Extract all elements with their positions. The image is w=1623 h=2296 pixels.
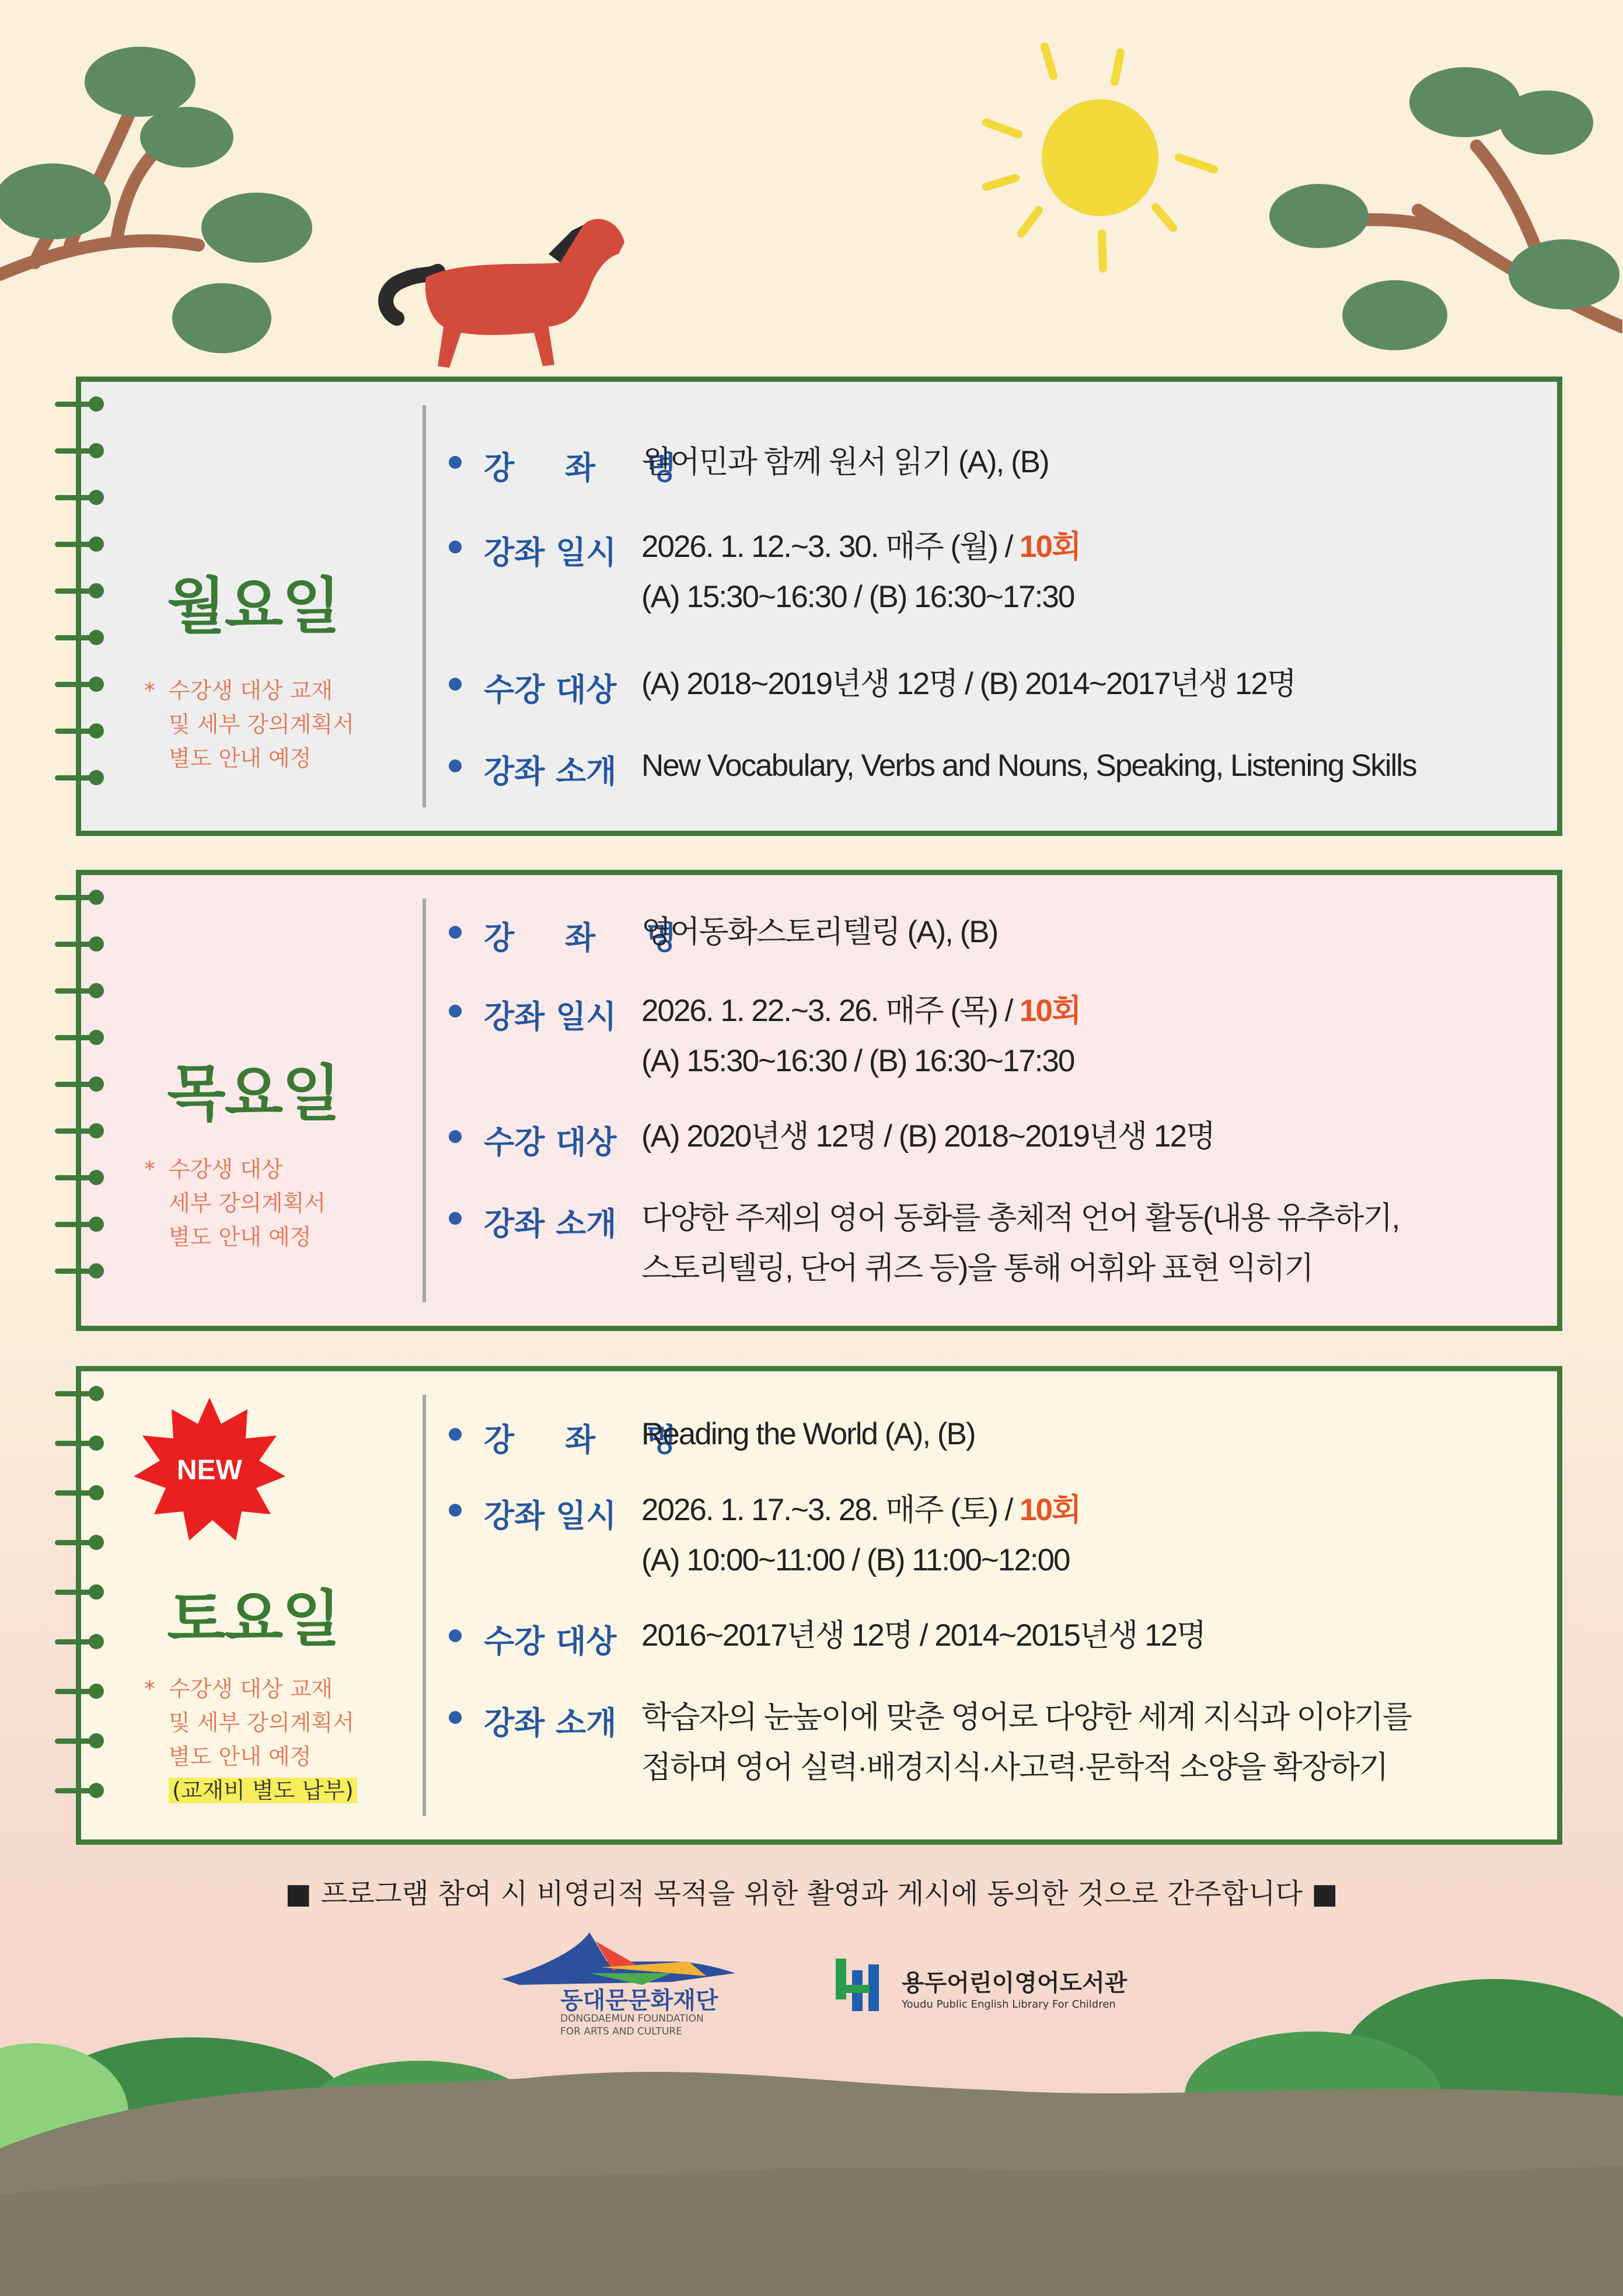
bullet-icon [449, 1629, 462, 1642]
card-left-panel [81, 875, 425, 1326]
vertical-divider [423, 1395, 426, 1816]
bullet-icon [449, 541, 462, 553]
vertical-divider [423, 898, 426, 1302]
bullet-icon [449, 1504, 462, 1517]
notice-text: * 수강생 대상 교재 및 세부 강의계획서 별도 안내 예정 [169, 674, 354, 775]
red-horse-illustration [374, 207, 642, 377]
pine-tree-left-illustration [0, 0, 327, 362]
session-count: 10회 [1020, 1493, 1081, 1527]
dongdaemun-english-line1: DONGDAEMUN FOUNDATION [560, 2013, 704, 2025]
day-title: 토요일 [167, 1583, 340, 1654]
sun-illustration [969, 35, 1226, 280]
asterisk-mark: * [144, 1676, 155, 1702]
vertical-divider [423, 405, 426, 807]
bullet-icon [449, 1130, 462, 1143]
bullet-icon [449, 1428, 462, 1441]
bullet-icon [449, 456, 462, 469]
session-count: 10회 [1020, 529, 1081, 564]
day-title: 목요일 [167, 1058, 340, 1129]
bullet-icon [449, 1005, 462, 1018]
photo-consent-notice: ■ 프로그램 참여 시 비영리적 목적을 위한 촬영과 게시에 동의한 것으로 간주합니다 ■ [285, 1877, 1338, 1910]
bullet-icon [449, 1212, 462, 1225]
dongdaemun-name: 동대문문화재단 [560, 1987, 718, 2014]
asterisk-mark: * [144, 678, 155, 703]
svg-text:NEW: NEW [177, 1455, 242, 1486]
bullet-icon [449, 926, 462, 939]
day-title: 월요일 [167, 570, 340, 642]
bullet-icon [449, 678, 462, 691]
library-name: 용두어린이영어도서관 [902, 1970, 1128, 1997]
thursday-course-card: 목요일 * 수강생 대상 세부 강의계획서 별도 안내 예정 강 좌 명 영어동화스토리텔링 (A), (B) 강좌 일시 2026. 1. 22.~3. 26. 매주 (목) / 10회 (A) 15:30~16:30 / (B) 16:30~17:30 수강 대상 (A) 2020년생 12명 / (B) 2018~2019년생 12명 강좌 소개 다양한 주제의 영어 동화를 총체적 언어 활동(내용 유추하기, 스토리텔링, 단어 퀴즈 등)을 통해 어휘와 표현 익히기 [76, 870, 1562, 1331]
dongdaemun-english-line2: FOR ARTS AND CULTURE [560, 2026, 682, 2037]
textbook-fee-note: (교재비 별도 납부) [169, 1778, 357, 1803]
asterisk-mark: * [144, 1156, 155, 1182]
bottom-landscape-illustration [0, 1973, 1623, 2296]
notice-text: * 수강생 대상 교재 및 세부 강의계획서 별도 안내 예정 (교재비 별도 납부) [169, 1672, 357, 1807]
card-left-panel [81, 382, 425, 831]
notice-text: * 수강생 대상 세부 강의계획서 별도 안내 예정 [169, 1152, 326, 1254]
new-badge [134, 1398, 285, 1544]
bullet-icon [449, 759, 462, 772]
library-english-name: Youdu Public English Library For Children [902, 1998, 1116, 2011]
card-left-panel [81, 1371, 425, 1839]
session-count: 10회 [1020, 994, 1081, 1028]
pine-tree-right-illustration [1214, 47, 1622, 374]
monday-course-card: 월요일 * 수강생 대상 교재 및 세부 강의계획서 별도 안내 예정 강 좌 명 원어민과 함께 원서 읽기 (A), (B) 강좌 일시 2026. 1. 12.~3. 30. 매주 (월) / 10회 (A) 15:30~16:30 / (B) 16:30~17:30 수강 대상 (A) 2018~2019년생 12명 / (B) 2014~2017년생 12명 강좌 소개 New Vocabulary, Verbs and Nouns, Speaking, Listening Skills [76, 377, 1562, 836]
bullet-icon [449, 1711, 462, 1724]
saturday-course-card: NEW 토요일 * 수강생 대상 교재 및 세부 강의계획서 별도 안내 예정 (교재비 별도 납부) 강 좌 명 Reading the World (A), (B) 강좌 일시 2026. 1. 17.~3. 28. 매주 (토) / 10회 (A) 10:00~11:00 / (B) 11:00~12:00 수강 대상 2016~2017년생 12명 / 2014~2015년생 12명 강좌 소개 학습자의 눈높이에 맞춘 영어로 다양한 세계 지식과 이야기를 접하며 영어 실력·배경지식·사고력·문학적 소양을 확장하기 [76, 1366, 1562, 1845]
